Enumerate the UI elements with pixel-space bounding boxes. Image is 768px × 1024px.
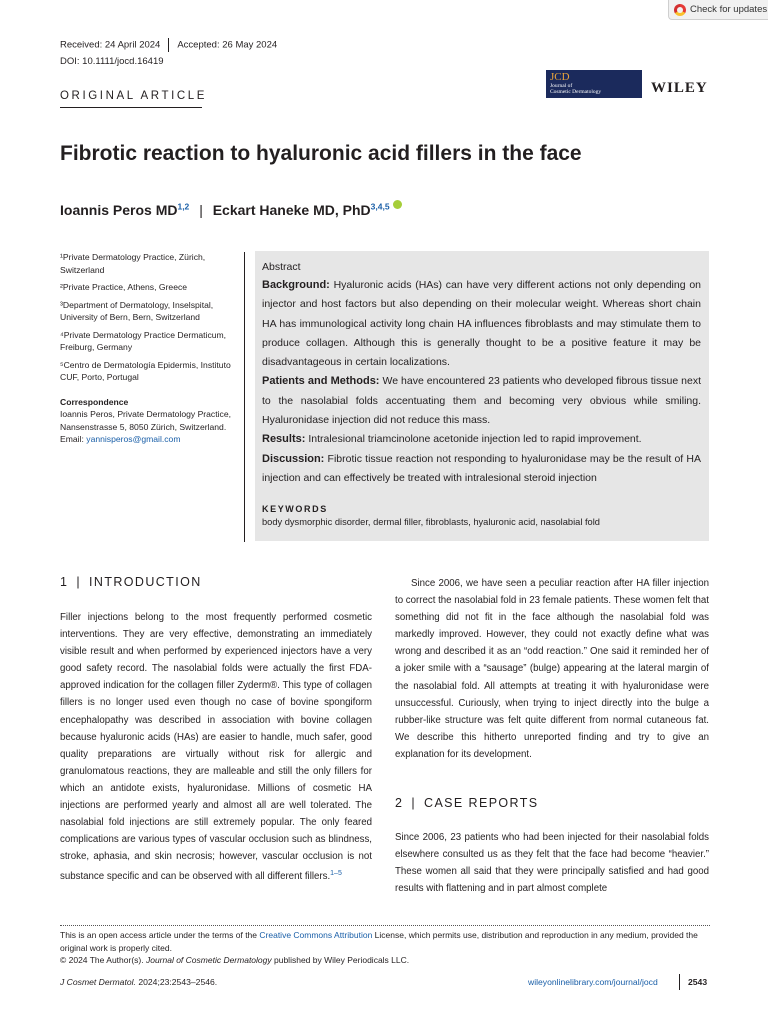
publisher-logo[interactable]: WILEY [651,80,708,96]
citation-details: 2024;23:2543–2546. [135,977,218,987]
abstract-label: Abstract [262,261,301,273]
received-date: Received: 24 April 2024 [60,39,161,51]
affiliation-3: ³Department of Dermatology, Inselspital, University of Bern, Bern, Switzerland [60,299,214,322]
copyright-pre: © 2024 The Author(s). [60,955,146,966]
correspondence-email-line [60,433,240,446]
license-pre: This is an open access article under the terms of the [60,930,260,940]
journal-logo-line1: Journal of [550,83,573,89]
abstract-box [255,251,709,541]
abstract-text [262,276,701,488]
section-2-number: 2 [395,796,404,810]
affiliation-5: ⁵Centro de Dermatología Epidermis, Instituto CUF, Porto, Portugal [60,359,231,382]
section-2-title: CASE REPORTS [424,796,539,810]
license-link[interactable]: Creative Commons Attribution [259,930,373,940]
check-for-updates-button[interactable] [668,0,768,20]
abstract-background: Hyaluronic acids (HAs) can have very different actions not only depending on injector and host factors but also depending on their molecular weight. Whereas short chain HA has immunological activity long chain HA influences fibroblasts and may stimulate them to produce collagen. Although this is generally thought to be a positive feature it may be disadvantageous in certain localizations. [262,279,701,369]
affiliations [60,251,240,446]
right-column-body: Since 2006, we have seen a peculiar reaction after HA filler injection to correct the nasolabial fold in 23 female patients. These women felt that something did not fit in the face although the nasolabial fold was markedly improved. However, they could not exactly define what was wrong and described it as an “odd reaction.” One said it reminded her of a joker smile with a “sausage” (bulge) appearing at the lateral margin of the nasolabial fold. All attempts at treating it with hyaluronidase were unsuccessful. Curiously, when trying to inject directly into the bulge a rubber-like structure was felt quite different from normal cutaneous fat. We describe this hitherto unreported finding and try to give an explanation for its development. [395,578,709,760]
doi[interactable]: DOI: 10.1111/jocd.16419 [60,56,164,67]
author-1[interactable]: Ioannis Peros MD [60,202,178,218]
author-line [60,200,402,218]
dates-line [60,38,277,52]
abstract-background-heading: Background: [262,279,330,291]
affiliation-4: ⁴Private Dermatology Practice Dermaticum, Freiburg, Germany [60,329,227,352]
orcid-icon[interactable] [393,200,402,209]
article-type: ORIGINAL ARTICLE [60,90,208,102]
accepted-date: Accepted: 26 May 2024 [177,39,278,51]
case-reports-body: Since 2006, 23 patients who had been injected for their nasolabial folds elsewhere consulted us as they felt that the face had become “heavier.” These women all said that they were principally satisfied and had good results with flattening and in part almost complete [395,832,709,895]
introduction-ref[interactable]: 1–5 [330,870,342,878]
copyright-line [60,954,710,967]
article-type-rule [60,107,202,108]
copyright-post: published by Wiley Periodicals LLC. [271,955,410,966]
keywords: body dysmorphic disorder, dermal filler, fibroblasts, hyaluronic acid, nasolabial fold [262,517,600,528]
section-2-bar: | [411,796,417,810]
citation [60,977,217,987]
copyright-journal: Journal of Cosmetic Dermatology [145,955,272,966]
introduction-body: Filler injections belong to the most frequently performed cosmetic interventions. They are very effective, demonstrating an immediately visible result and when performed by experienced injectors have a very good safety record. The nasolabial folds were actually the first FDA-approved indication for the collagen filler Zyderm®. This type of collagen fillers is no longer used even though no case of bovine spongiform encephalopathy was described in association with bovine collagen because hyaluronic acids (HAs) are easier to handle, much safer, good quality preparations are virtually without risk for allergic and granulomatous reactions, they are malleable and still the only fillers for which an antidote exists, hyaluronidase. Millions of cosmetic HA injections are performed yearly and almost all are well tolerated. The nasolabial fold injections are still extremely popular. The only feared complications are various types of vascular occlusion such as blindness, stroke, aphasia, and skin necrosis; however, vascular occlusion is not substance specific and can be observed with all different fillers. [60,612,372,883]
correspondence-heading: Correspondence [60,396,129,407]
citation-journal: J Cosmet Dermatol. [60,977,136,987]
journal-logo-line2: Cosmetic Dermatology [550,89,602,95]
page-number: 2543 [688,977,708,987]
journal-url-link[interactable]: wileyonlinelibrary.com/journal/jocd [528,977,658,987]
email-label: Email: [60,434,87,444]
abstract-results-heading: Results: [262,433,306,446]
journal-logo[interactable] [546,70,642,98]
abstract-discussion: Fibrotic tissue reaction not responding to hyaluronidase may be the result of HA injection and can effectively be treated with intralesional steroid injection [262,452,701,484]
divider [168,38,169,52]
journal-logo-abbr: JCD [550,71,570,83]
article-title: Fibrotic reaction to hyaluronic acid fillers in the face [60,142,582,165]
author-2-affil[interactable]: 3,4,5 [370,201,390,212]
keywords-heading: KEYWORDS [262,504,328,515]
affiliation-1: ¹Private Dermatology Practice, Zürich, Switzerland [60,252,206,275]
column-divider [244,252,245,542]
page-number-divider [679,974,680,990]
case-reports-text [395,829,709,897]
section-1-heading [60,575,202,589]
section-1-number: 1 [60,575,69,589]
license-line [60,929,710,954]
correspondence-body: Ioannis Peros, Private Dermatology Practice, Nansenstrasse 5, 8050 Zürich, Switzerland. [60,409,231,432]
author-separator: | [199,202,203,218]
footer-rule [60,925,710,926]
section-1-title: INTRODUCTION [89,575,202,589]
section-2-heading [395,796,539,810]
email-link[interactable]: yannisperos@gmail.com [86,434,181,444]
author-1-affil[interactable]: 1,2 [177,201,190,212]
affiliation-2: ²Private Practice, Athens, Greece [60,282,188,292]
abstract-discussion-heading: Discussion: [262,452,325,465]
abstract-methods-heading: Patients and Methods: [262,375,380,388]
section-1-bar: | [76,575,82,589]
license-post: License, which permits use, distribution and reproduction in any medium, provided the original work is properly cited. [60,930,698,953]
right-column-paragraph [395,575,709,763]
introduction-text [60,609,372,886]
author-2[interactable]: Eckart Haneke MD, PhD [212,202,371,218]
check-for-updates-label: Check for updates [690,4,768,15]
abstract-methods: We have encountered 23 patients who developed fibrous tissue next to the nasolabial folds accentuating them and becoming very obvious while smiling. Hyaluronidase injection did not reduce this mass. [262,375,701,427]
crossmark-icon [674,4,686,16]
license-footer [60,929,710,967]
abstract-results: Intralesional triamcinolone acetonide injection led to rapid improvement. [305,433,642,446]
